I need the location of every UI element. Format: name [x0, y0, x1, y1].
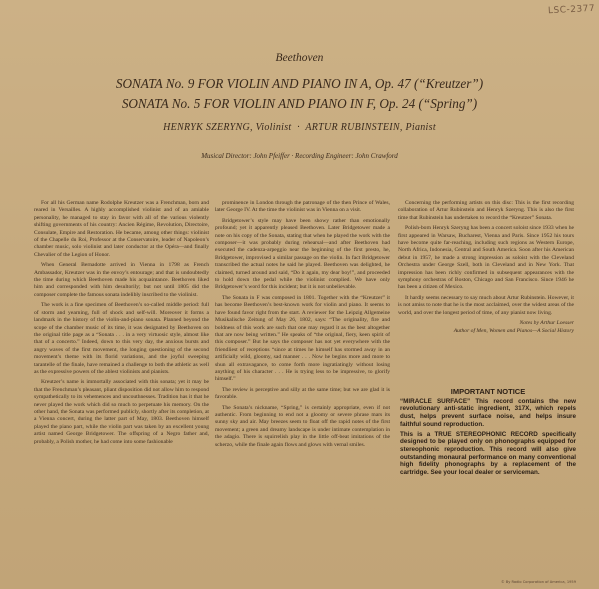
production-credits: Musical Director: John Pfeiffer · Recording Engineer: John Crawford: [201, 152, 398, 160]
violinist-role: Violinist: [255, 122, 292, 133]
notes-paragraph: For all his German name Rodolphe Kreutzer was a Frenchman, born and reared in Versailles. A highly accomplished violinist and of an amiable personality, he managed to stay in favor with all of the various violently shifting governments of his country: Ancien Régime, Revolution, Directoire, Consulate, Empire and Restoration. He became, among other things: violinist of the Chapelle du Roi, Professor at the Conservatoire, leader of Napoleon’s chamber music, solo violinist and later conductor at the Opéra—and finally Chevalier of the Legion of Honor.: [34, 200, 209, 258]
notes-column-3: [398, 200, 574, 378]
title-sonata-5: SONATA No. 5 FOR VIOLIN AND PIANO IN F, Op. 24 (“Spring”): [121, 96, 478, 111]
notes-paragraph: The work is a fine specimen of Beethoven’s so-called middle period: full of storm and yearning, full of shock and self-will. Moreover it forms a landmark in the history of the violin-and-piano sonata. Planned beyond the scope of the chamber music of its time, it was designated by Beethoven on the original title page as a “Sonata . . . in a very virtuosic style, almost like that of a concerto.” Indeed, down to this very day, the anxious bursts and angry waves of the first movement, the longing questioning of the second movement’s theme with its florid variations, and the joyful sweeping tarantelle of the finale, have remained a challenge to both the athletic as well as the expressive powers of the ablest violinists and pianists.: [34, 302, 209, 375]
notes-paragraph: Polish-born Henryk Szeryng has been a concert soloist since 1933 when he first appeared in Warsaw, Bucharest, Vienna and Paris. Since 1952 his tours have become quite far-reaching, including such regions as Western Europe, North Africa, Indonesia, Central and South America. Soon after his American debut in 1957, he made a strong impression as soloist with the Cleveland Orchestra under George Szell, both in Cleveland and in New York. That impression has been richly confirmed in subsequent appearances with the symphony orchestras of Boston, Chicago and San Francisco. Since 1946 he has been a citizen of Mexico.: [398, 225, 574, 291]
author-book: Author of Men, Women and Pianos—A Social History: [453, 327, 574, 334]
notes-column-2: [215, 200, 390, 582]
notes-paragraph: Bridgetower’s style may have been showy rather than emotionally profound; yet it apparently pleased Beethoven. Later Bridgetower made a note on his copy of the Sonata, stating that when he played the work with the composer—it was probably during rehearsal—and after Beethoven had executed the cadenza-arpeggio near the beginning of the first presto, he, Bridgetower, improvised a similar passage on the violin. In fact Bridgetower transcribed the actual notes he said he played. Beethoven was delighted, he claimed, turned around and said, “Do it again, my dear boy!”, and proceeded to hold down the pedal while the violinist complied. We have only Bridgetower’s word for this incident; but it is not unbelievable.: [215, 217, 390, 291]
notes-paragraph: Kreutzer’s name is immortally associated with this sonata; yet it may be that the Frenchman’s pleasant, pliant disposition did not allow him to respond sympathetically to its vehemences and uncouthnesses. Tradition has it that he never played the work which did so much to perpetuate his memory. On the other hand, the Sonata was performed publicly, shortly after its completion, at a Vienna concert, during the latter part of May, 1803. Beethoven himself played the piano part, while the violin part was taken by an excellent young artist named George Bridgetower. The offspring of a Negro father and, probably, a Polish mother, he had come into some fashionable: [34, 379, 209, 445]
composer-name: Beethoven: [275, 52, 324, 64]
performers-line: HENRYK SZERYNG, Violinist · ARTUR RUBINSTEIN, Pianist: [163, 122, 436, 133]
catalog-number: LSC-2377: [547, 3, 596, 17]
notes-paragraph: Concerning the performing artists on this disc: This is the first recording collaboration of Artur Rubinstein and Henryk Szeryng. This is also the first time that Rubinstein has undertaken to record the “Kreutzer” Sonata.: [398, 200, 574, 221]
title-sonata-9: SONATA No. 9 FOR VIOLIN AND PIANO IN A, Op. 47 (“Kreutzer”): [115, 76, 484, 91]
notes-paragraph: When General Bernadotte arrived in Vienna in 1798 as French Ambassador, Kreutzer was in the envoy’s entourage; and that is undoubtedly the time during which Beethoven made his acquaintance. Beethoven liked him and corresponded with him desultorily; but not until 1805 did the composer complete the famous sonata indelibly inscribed to the violinist.: [34, 262, 209, 298]
notes-paragraph: The Sonata in F was composed in 1801. Together with the “Kreutzer” it has become Beethoven’s best-known work for violin and piano. It seems to have found favor right from the start. A reviewer for the Leipzig Allgemeine Musikalische Zeitung of May 26, 1802, says: “The originality, fire and boldness of this work are such that one may regard it as the best altogether that are now being written.” He speaks of “the original, fiery, keen spirit of this composer.” But he says the composer has not yet everywhere with the friendliest of receptions “since at times he himself has stormed away in an artificially wild, gloomy, sad manner . . . Now he begins more and more to shun all extravagance, to come forth more ingratiatingly without losing anything of his character . . . He is trying less to be impressive, to glorify himself.”: [215, 294, 390, 383]
notes-column-1: [34, 200, 209, 582]
notes-paragraph: The review is perceptive and silly at the same time; but we are glad it is favorable.: [215, 386, 390, 401]
copyright-line: © By Radio Corporation of America, 1959: [501, 580, 576, 584]
notice-heading: IMPORTANT NOTICE: [450, 387, 526, 396]
pianist-role: Pianist: [405, 122, 436, 133]
notes-paragraph: The Sonata’s nickname, “Spring,” is certainly appropriate, even if not authentic. From beginning to end not a gloomy or severe phrase mars its sunny sky and air. May breezes seem to float off the rapid notes of the first movement; a green and dreamy landscape is under intimate contemplation in the adagio. There is squirrelish play in the little off-beat imitations of the scherzo, while the finale again flows and glows with vernal smiles.: [215, 404, 390, 448]
violinist-name: HENRYK SZERYNG: [163, 122, 251, 133]
performer-separator: ·: [297, 122, 300, 133]
notes-paragraph: It hardly seems necessary to say much about Artur Rubinstein. However, it is not amiss to note that he is the most acclaimed, over the widest areas of the world, and over the longest period of time, of any pianist now living.: [398, 294, 574, 316]
pianist-name: ARTUR RUBINSTEIN: [305, 122, 400, 133]
notes-author: Notes by Arthur Loesser: [519, 320, 574, 327]
important-notice: [400, 388, 576, 538]
notice-stereo: This is a TRUE STEREOPHONIC RECORD specifically designed to be played only on phonographs equipped for stereophonic reproduction. This record will also give outstanding monaural performance on many conventional high fidelity phonographs by a replacement of the cartridge. See your local dealer or serviceman.: [400, 430, 576, 477]
notes-paragraph: prominence in London through the patronage of the then Prince of Wales, later George IV. At the time the violinist was in Vienna on a visit.: [215, 200, 390, 214]
notice-miracle-surface: “MIRACLE SURFACE” This record contains the new revolutionary anti-static ingredient, 317X, which repels dust, helps prevent surface noise, and helps insure faithful sound reproduction.: [400, 397, 576, 428]
